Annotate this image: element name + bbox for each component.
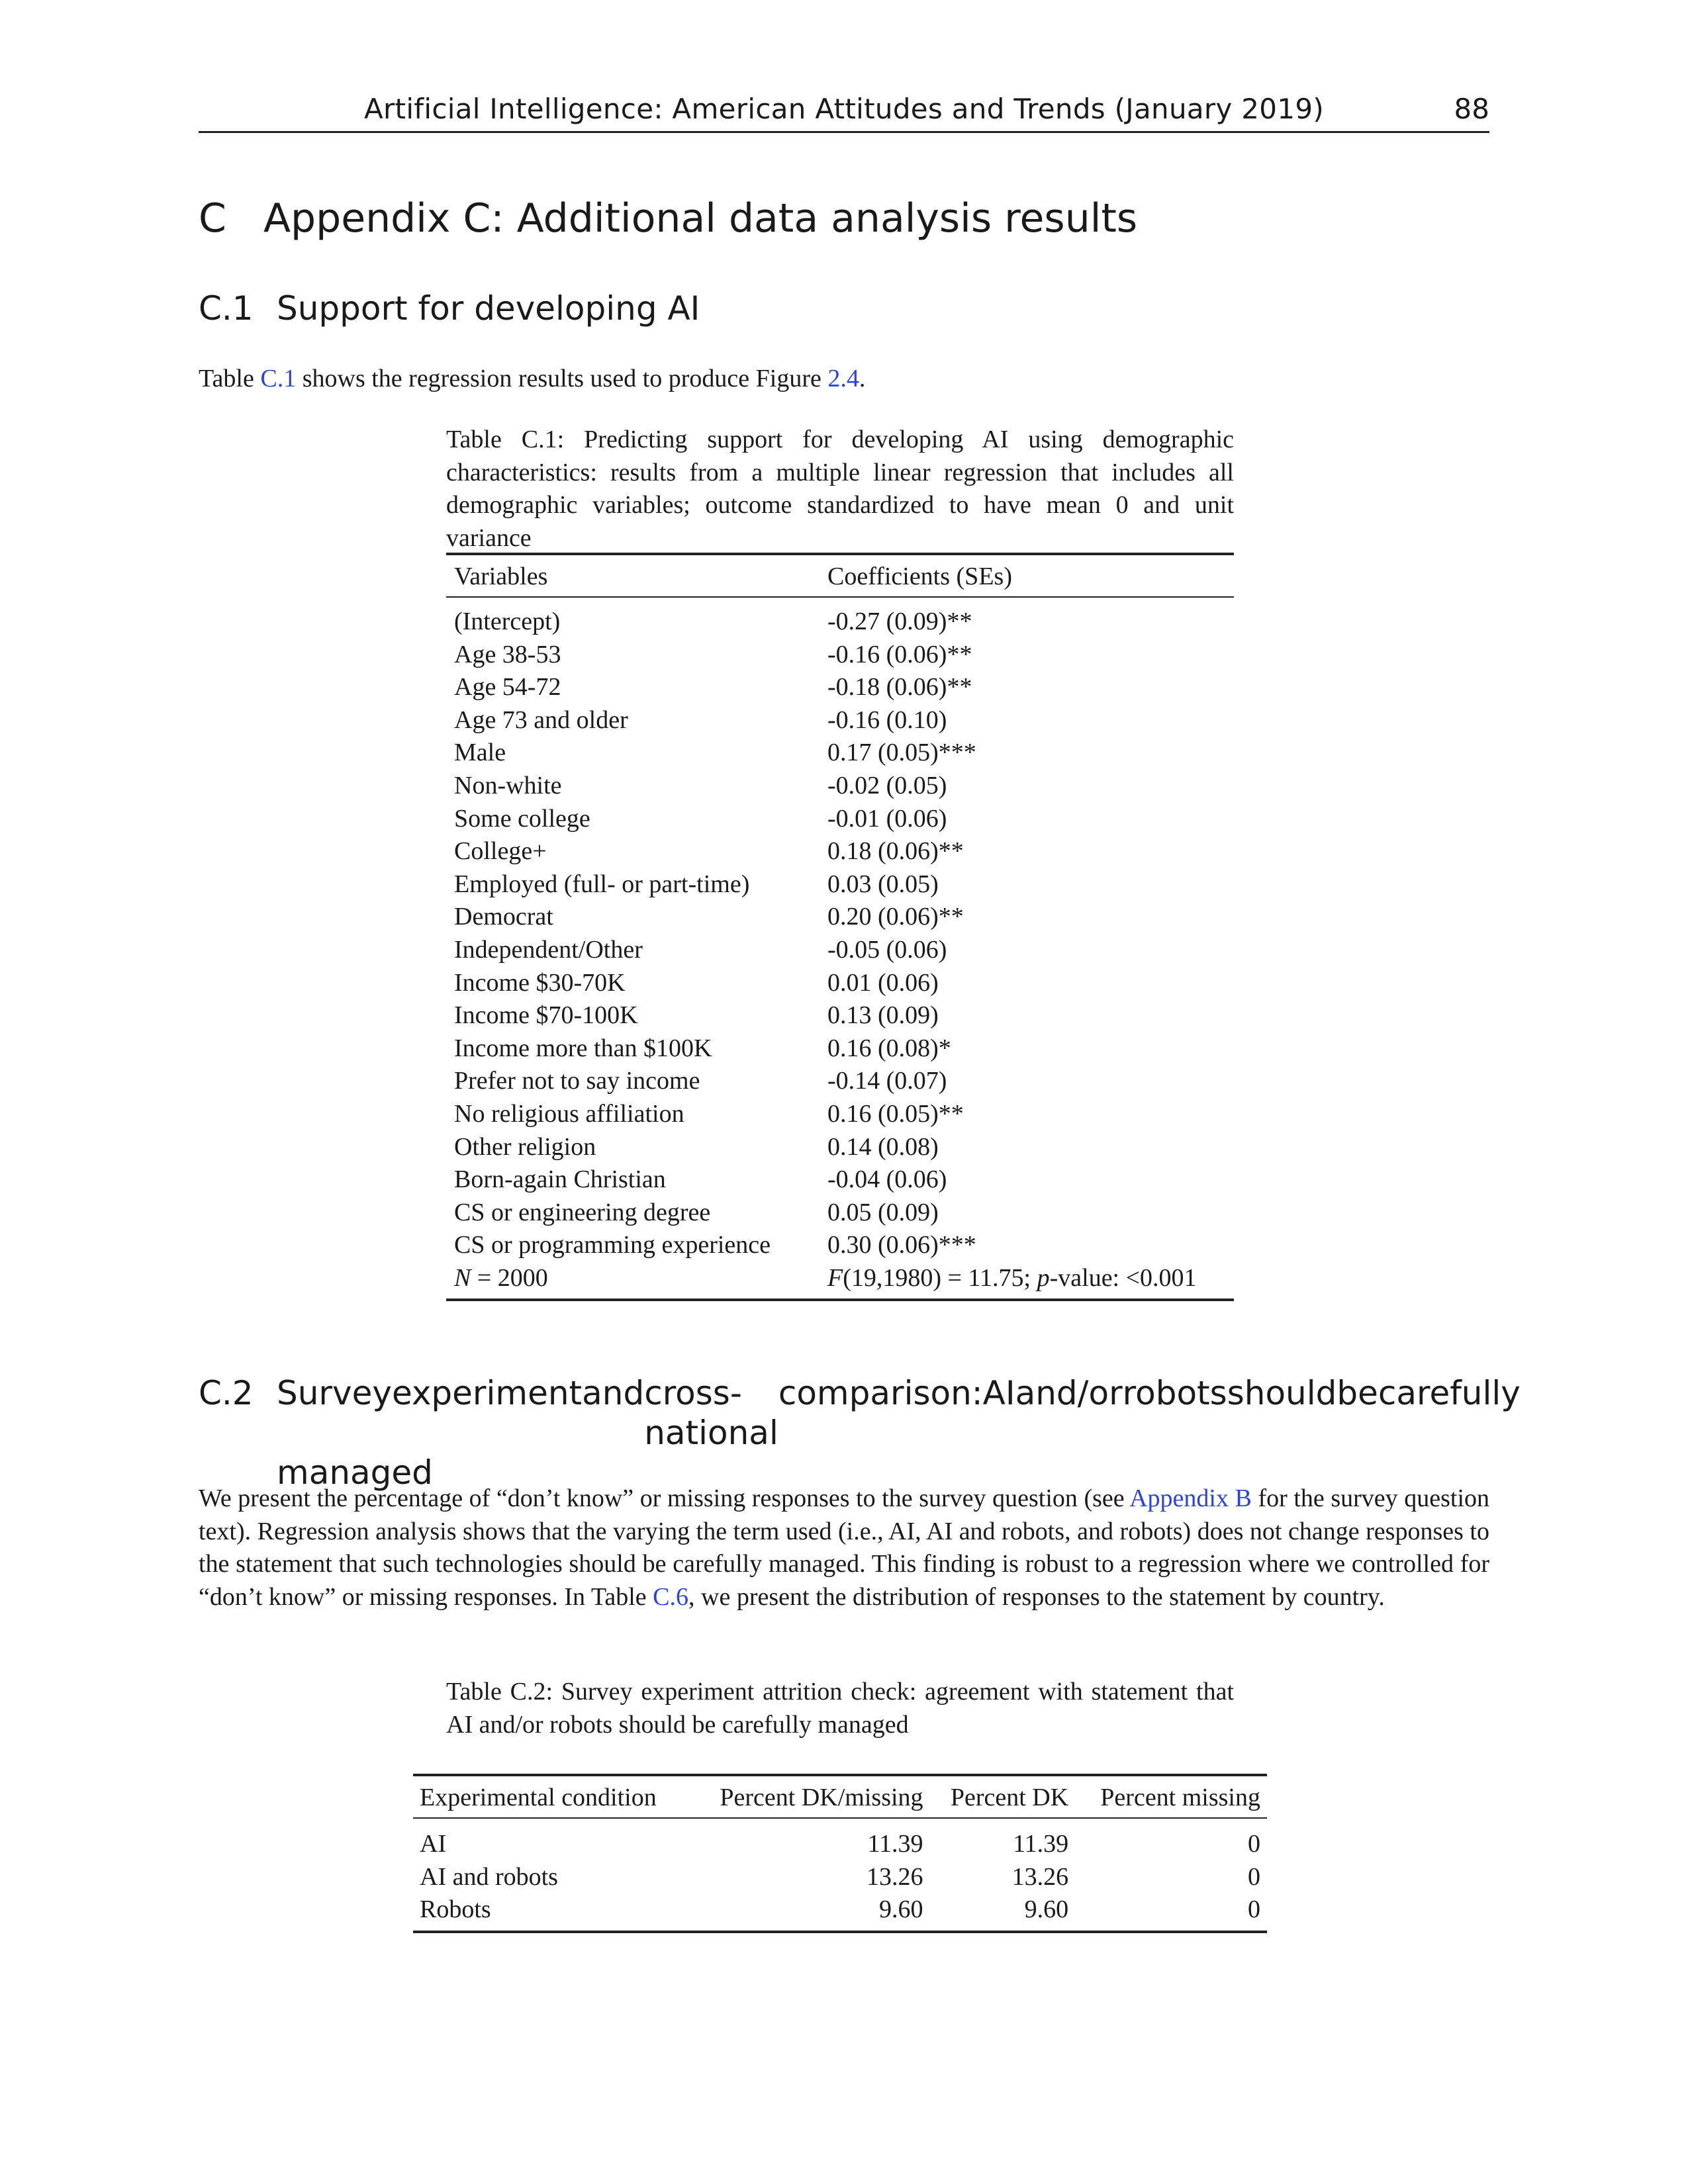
variable-cell: No religious affiliation (454, 1099, 684, 1128)
table-row (446, 803, 1234, 836)
variable-cell: (Intercept) (454, 608, 561, 635)
condition-cell: AI and robots (420, 1862, 558, 1891)
coefficient-cell: 0.30 (0.06)*** (827, 1231, 976, 1259)
f-statistic (820, 1262, 1234, 1300)
coefficient-cell: 0.20 (0.06)** (827, 903, 964, 931)
n-value: = 2000 (471, 1263, 548, 1292)
running-title: Artificial Intelligence: American Attitudes and Trends (January 2019) (363, 93, 1325, 125)
variable-cell: Income $30-70K (454, 968, 626, 997)
coefficient-cell: 0.16 (0.05)** (827, 1099, 964, 1128)
variable-cell: Income more than $100K (454, 1034, 712, 1062)
variable-cell: CS or engineering degree (454, 1198, 711, 1226)
subsection-title-word: comparison: (778, 1374, 983, 1412)
regression-table (446, 553, 1234, 1301)
subsection-title-word: AI (982, 1374, 1015, 1412)
column-header-condition: Experimental condition (413, 1775, 690, 1818)
table-row (446, 835, 1234, 868)
coefficient-cell: -0.05 (0.06) (827, 935, 947, 964)
dk-cell: 11.39 (1013, 1830, 1069, 1858)
column-header-variables: Variables (446, 554, 820, 597)
subsection-title-word: cross-national (644, 1374, 778, 1452)
condition-cell: Robots (420, 1895, 491, 1924)
missing-cell: 0 (1248, 1895, 1260, 1924)
dk-cell: 9.60 (1024, 1895, 1069, 1924)
column-header-dk-missing: Percent DK/missing (690, 1775, 929, 1818)
table-header-row (413, 1775, 1267, 1818)
table-row (446, 1131, 1234, 1164)
paragraph-text: for the survey question text). Regression analysis shows that the varying the term used (i.e., AI, AI and robots, and robots) does not change responses to the statement that such technologies should be carefully managed. This finding is robust to a regression where we controlled for “don’t know” or missing responses. In Table (199, 1484, 1490, 1611)
variable-cell: Prefer not to say income (454, 1067, 700, 1095)
paragraph-c2 (199, 1482, 1489, 1614)
paragraph-text: . (859, 365, 866, 392)
subsection-title-line2: managed (277, 1453, 433, 1492)
table-body (413, 1818, 1267, 1932)
subsection-title-word: and/or (1015, 1374, 1123, 1412)
coefficient-cell: -0.01 (0.06) (827, 804, 947, 833)
table-link-c6[interactable]: C.6 (653, 1582, 689, 1611)
coefficient-cell: -0.02 (0.05) (827, 771, 947, 799)
column-header-dk: Percent DK (930, 1775, 1076, 1818)
dk-missing-cell: 11.39 (867, 1830, 923, 1858)
table-caption-c2: Table C.2: Survey experiment attrition check: agreement with statement that AI and/or robots should be carefully managed (446, 1678, 1234, 1739)
n-label: N (454, 1263, 471, 1292)
dk-missing-cell: 13.26 (867, 1862, 923, 1891)
table-row (446, 1197, 1234, 1230)
f-value: (19,1980) = 11.75; (843, 1263, 1037, 1292)
paragraph-text: , we present the distribution of responses to the statement by country. (688, 1582, 1385, 1611)
table-row (446, 901, 1234, 934)
missing-cell: 0 (1248, 1862, 1260, 1891)
paragraph-text: We present the percentage of “don’t know” or missing responses to the survey question (see (199, 1484, 1130, 1512)
table-row (446, 737, 1234, 770)
subsection-title-c1: Support for developing AI (277, 289, 700, 328)
coefficient-cell: -0.18 (0.06)** (827, 673, 972, 702)
dk-missing-cell: 9.60 (879, 1895, 923, 1924)
variable-cell: College+ (454, 837, 547, 866)
appendix-b-link[interactable]: Appendix B (1129, 1484, 1252, 1512)
table-body (446, 597, 1234, 1262)
coefficient-cell: 0.16 (0.08)* (827, 1034, 951, 1062)
variable-cell: Age 73 and older (454, 705, 628, 734)
table-row (413, 1861, 1267, 1894)
subsection-title-words (277, 1373, 1521, 1453)
page-number: 88 (1454, 93, 1489, 125)
variable-cell: Some college (454, 804, 590, 833)
table-row (446, 639, 1234, 672)
table-row (446, 967, 1234, 1000)
subsection-title-word: carefully (1378, 1374, 1521, 1412)
subsection-title-word: and (582, 1374, 645, 1412)
coefficient-cell: 0.05 (0.09) (827, 1198, 939, 1226)
section-title: Appendix C: Additional data analysis results (263, 195, 1138, 242)
figure-link-2-4[interactable]: 2.4 (827, 365, 859, 392)
coefficient-cell: 0.13 (0.09) (827, 1001, 939, 1030)
coefficient-cell: 0.01 (0.06) (827, 968, 939, 997)
running-header (199, 91, 1489, 133)
paragraph-c1 (199, 363, 1489, 396)
attrition-table (413, 1774, 1267, 1933)
subsection-title-word: robots (1122, 1374, 1227, 1412)
table-header-row (446, 554, 1234, 597)
coefficient-cell: 0.03 (0.05) (827, 870, 939, 898)
variable-cell: Male (454, 739, 506, 767)
table-row (446, 868, 1234, 901)
subsection-heading-c1 (199, 289, 700, 328)
table-row (446, 1065, 1234, 1098)
subsection-title-word: be (1336, 1374, 1378, 1412)
section-heading (199, 195, 1137, 242)
subsection-title-line1 (199, 1373, 1521, 1453)
subsection-number-c2: C.2 (199, 1374, 254, 1412)
table-row (446, 770, 1234, 803)
variable-cell: Employed (full- or part-time) (454, 870, 750, 898)
table-footer-row (446, 1262, 1234, 1300)
table-row (446, 1229, 1234, 1262)
dk-cell: 13.26 (1011, 1862, 1069, 1891)
coefficient-cell: 0.14 (0.08) (827, 1132, 939, 1161)
subsection-title-word: experiment (391, 1374, 583, 1412)
paragraph-text: shows the regression results used to produce Figure (296, 365, 828, 392)
table-row (446, 1032, 1234, 1066)
sample-size (446, 1262, 820, 1300)
table-row (446, 1098, 1234, 1131)
variable-cell: Independent/Other (454, 935, 643, 964)
paragraph-text: Table (199, 365, 261, 392)
table-row (413, 1818, 1267, 1861)
table-row (413, 1893, 1267, 1932)
coefficient-cell: 0.17 (0.05)*** (827, 739, 976, 767)
p-label: p (1037, 1263, 1050, 1292)
table-row (446, 1163, 1234, 1197)
table-row (446, 671, 1234, 704)
condition-cell: AI (420, 1830, 447, 1858)
coefficient-cell: 0.18 (0.06)** (827, 837, 964, 866)
column-header-coefficients: Coefficients (SEs) (820, 554, 1234, 597)
p-value: -value: <0.001 (1049, 1263, 1197, 1292)
table-link-c1[interactable]: C.1 (260, 365, 297, 392)
table-row (446, 999, 1234, 1032)
f-label: F (827, 1263, 843, 1292)
coefficient-cell: -0.27 (0.09)** (827, 608, 972, 635)
subsection-heading-c2 (199, 1373, 1521, 1492)
variable-cell: Non-white (454, 771, 562, 799)
variable-cell: Income $70-100K (454, 1001, 638, 1030)
table-row (446, 704, 1234, 737)
variable-cell: Age 54-72 (454, 673, 561, 702)
coefficient-cell: -0.16 (0.10) (827, 705, 947, 734)
subsection-title-word: should (1227, 1374, 1337, 1412)
variable-cell: Age 38-53 (454, 640, 561, 668)
variable-cell: CS or programming experience (454, 1231, 771, 1259)
subsection-title-word: Survey (277, 1374, 392, 1412)
missing-cell: 0 (1248, 1830, 1260, 1858)
variable-cell: Born-again Christian (454, 1165, 666, 1194)
variable-cell: Democrat (454, 903, 553, 931)
coefficient-cell: -0.16 (0.06)** (827, 640, 972, 668)
coefficient-cell: -0.04 (0.06) (827, 1165, 947, 1194)
subsection-number-c1: C.1 (199, 289, 254, 328)
column-header-missing: Percent missing (1075, 1775, 1267, 1818)
table-row (446, 934, 1234, 967)
coefficient-cell: -0.14 (0.07) (827, 1067, 947, 1095)
variable-cell: Other religion (454, 1132, 596, 1161)
table-caption-c1: Table C.1: Predicting support for developing AI using demographic characteristics: results from a multiple linear regression that includes all demographic variables; outcome standardized to have mean 0 and unit variance (446, 426, 1234, 552)
section-number: C (199, 195, 226, 242)
table-row (446, 597, 1234, 639)
